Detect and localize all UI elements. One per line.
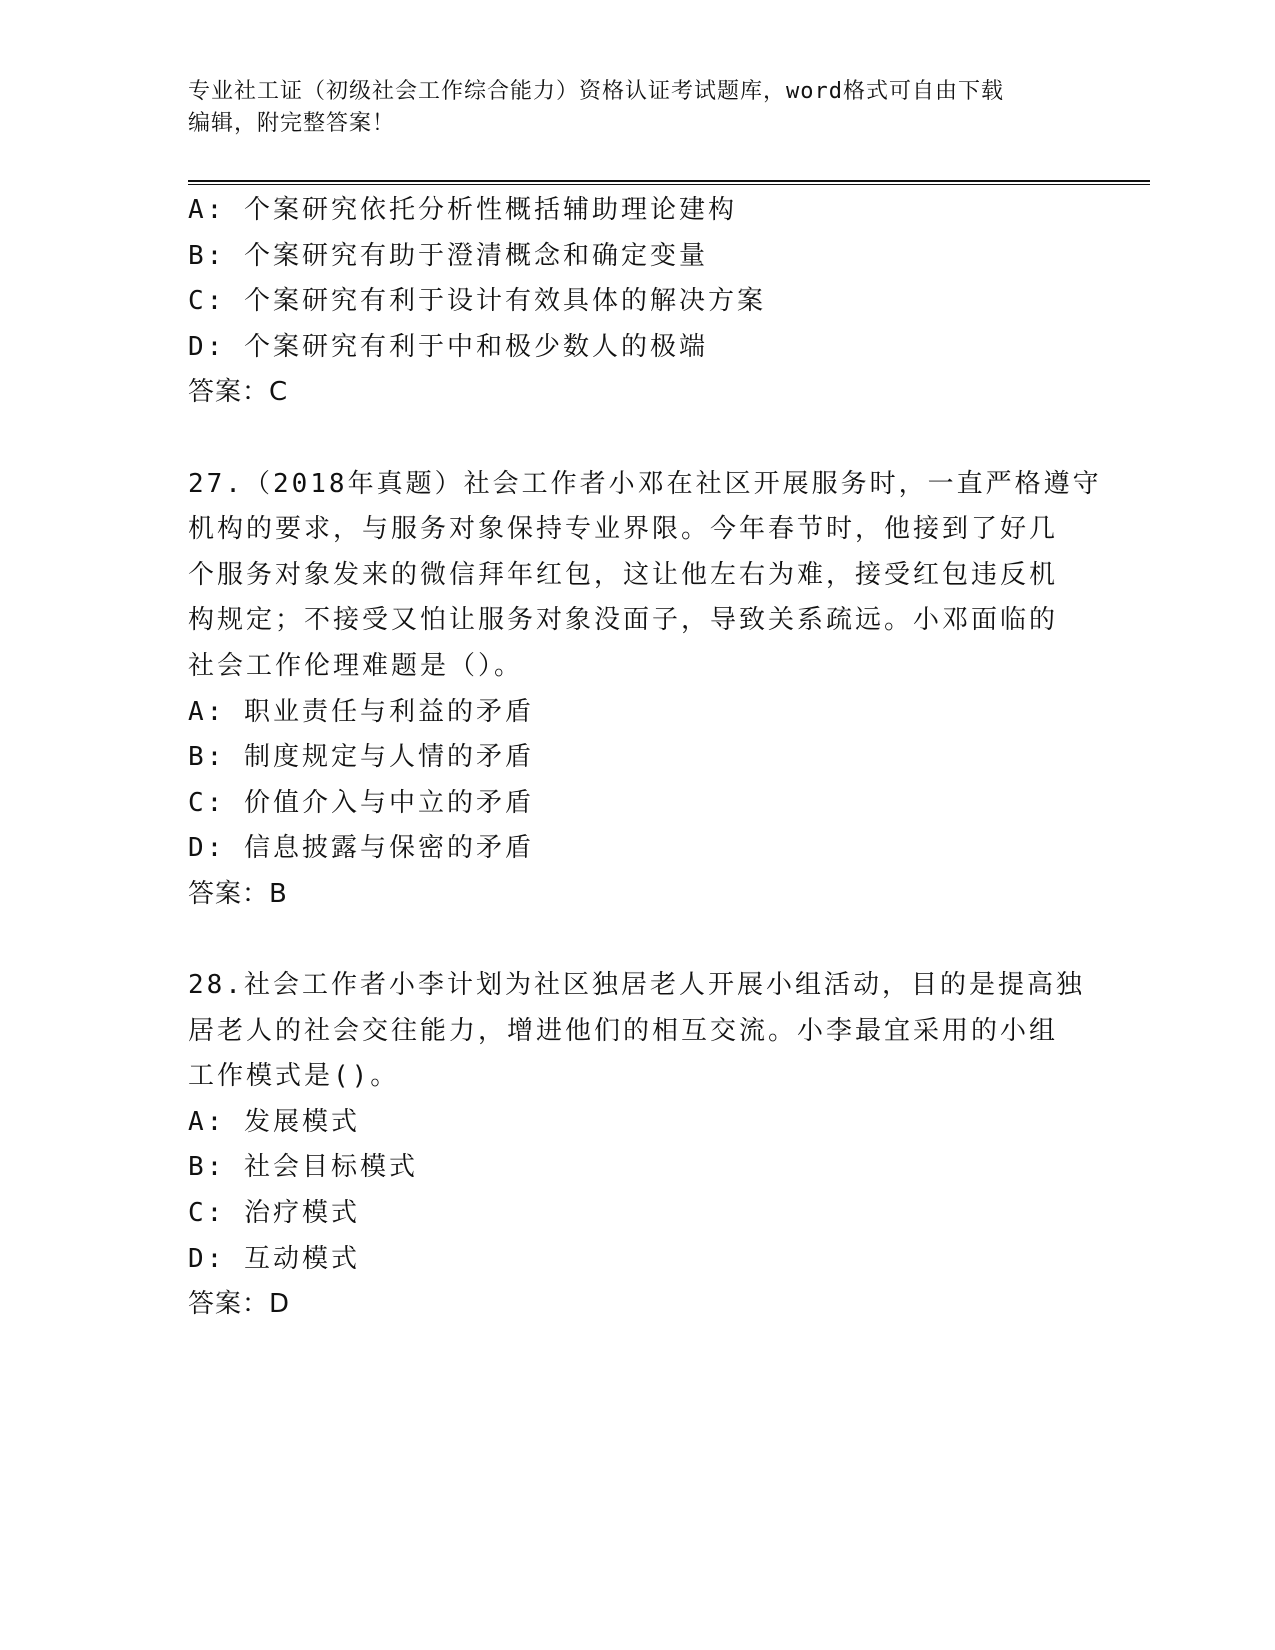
spacer (188, 416, 1088, 462)
option-c: C: 个案研究有利于设计有效具体的解决方案 (188, 286, 766, 317)
option-d: D: 个案研究有利于中和极少数人的极端 (188, 331, 708, 362)
option-c: C: 价值介入与中立的矛盾 (188, 787, 534, 818)
question-stem-line: 机构的要求，与服务对象保持专业界限。今年春节时，他接到了好几 (188, 514, 1059, 545)
option-a: A: 职业责任与利益的矛盾 (188, 696, 534, 727)
option-b: B: 制度规定与人情的矛盾 (188, 742, 534, 773)
question-stem-line: 工作模式是()。 (188, 1061, 400, 1092)
option-b: B: 社会目标模式 (188, 1152, 418, 1183)
header-divider (188, 180, 1150, 185)
question-stem-line: 27.（2018年真题）社会工作者小邓在社区开展服务时，一直严格遵守 (188, 468, 1102, 499)
option-d: D: 互动模式 (188, 1243, 360, 1274)
option-c: C: 治疗模式 (188, 1198, 360, 1229)
question-stem-line: 构规定；不接受又怕让服务对象没面子，导致关系疏远。小邓面临的 (188, 605, 1059, 636)
option-a: A: 发展模式 (188, 1106, 360, 1137)
option-b: B: 个案研究有助于澄清概念和确定变量 (188, 240, 708, 271)
header-line-1: 专业社工证（初级社会工作综合能力）资格认证考试题库，word格式可自由下载 (188, 79, 1004, 104)
question-stem-line: 28.社会工作者小李计划为社区独居老人开展小组活动，目的是提高独 (188, 970, 1085, 1001)
header-line-2: 编辑，附完整答案！ (188, 111, 396, 136)
document-header (188, 76, 1088, 140)
question-26-block (188, 188, 1088, 416)
spacer (188, 918, 1088, 964)
question-28-block (188, 963, 1088, 1328)
answer-line: 答案：B (188, 878, 288, 909)
option-d: D: 信息披露与保密的矛盾 (188, 833, 534, 864)
question-stem-line: 个服务对象发来的微信拜年红包，这让他左右为难，接受红包违反机 (188, 559, 1059, 590)
question-stem-line: 社会工作伦理难题是（）。 (188, 650, 524, 681)
answer-line: 答案：C (188, 377, 289, 408)
question-27-block (188, 462, 1102, 918)
question-stem-line: 居老人的社会交往能力，增进他们的相互交流。小李最宜采用的小组 (188, 1015, 1059, 1046)
question-list (188, 188, 1102, 1328)
option-a: A: 个案研究依托分析性概括辅助理论建构 (188, 195, 737, 225)
answer-line: 答案：D (188, 1289, 291, 1320)
